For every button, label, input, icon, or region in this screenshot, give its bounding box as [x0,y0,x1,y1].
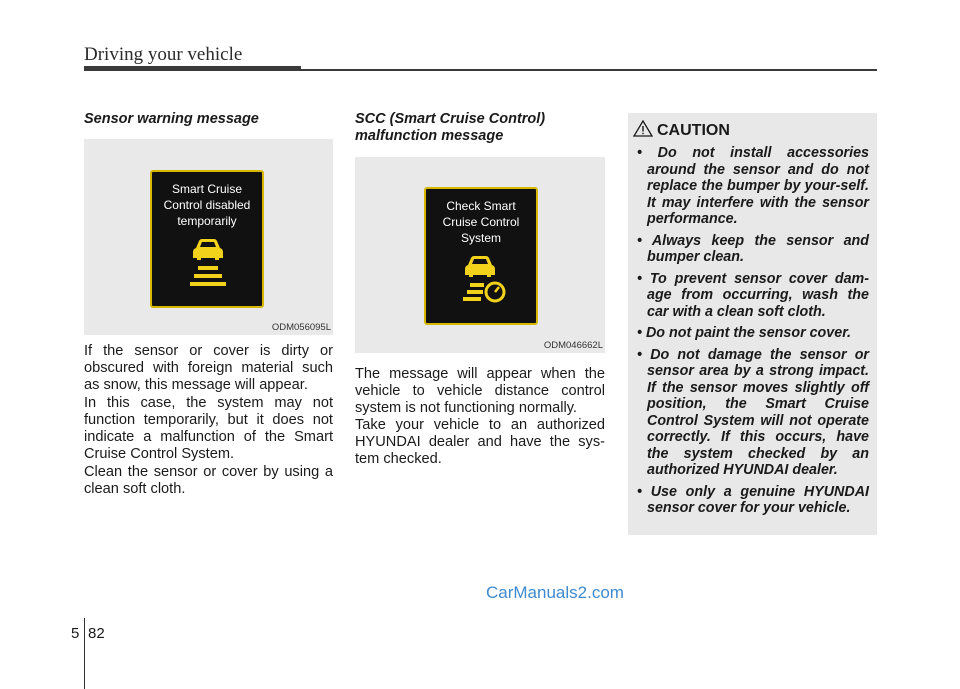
scc-malfunction-title-line2: malfunction message [355,128,504,144]
caution-item: • Do not damage the sensor or sensor area by a strong impact. If the sensor moves slightly off position, the Smart Cruise Control System will not operate correctly. If this occurs, have the system checked by an authorized HYUNDAI dealer. [637,346,869,478]
watermark-link[interactable]: CarManuals2.com [486,583,624,602]
cluster-display-message: Smart Cruise Control disabled temporarily [163,182,251,228]
footer-separator [84,618,85,689]
figure-code: ODM046662L [543,340,603,351]
scc-malfunction-title-line1: SCC (Smart Cruise Control) [355,111,546,127]
page-number: 82 [88,625,105,642]
paragraph: Clean the sensor or cover by using a clean soft cloth. [84,464,333,497]
warning-triangle-icon [633,120,653,137]
caution-item: • Use only a genuine HYUNDAI sensor cover for your vehicle. [637,483,869,516]
cluster-display [424,187,538,325]
car-distance-icon [185,238,231,290]
paragraph: If the sensor or cover is dirty or obscured with foreign material such as snow, this message will appear. [84,343,333,393]
page-header-title: Driving your vehicle [84,44,243,65]
cluster-display-message: Check Smart Cruise Control System [442,199,520,245]
caution-item: • Always keep the sensor and bumper clean. [637,232,869,265]
caution-item: • Do not install accessories around the sensor and do not replace the bumper by your-self. It may interfere with the sensor performance. [637,145,869,227]
header-rule-thick [84,66,301,71]
caution-title: CAUTION [657,122,730,139]
paragraph: Take your vehicle to an authorized HYUNDAI dealer and have the sys-tem checked. [355,417,605,467]
chapter-number: 5 [71,625,80,642]
scc-warning-icon [458,255,508,305]
paragraph: In this case, the system may not function temporarily, but it does not indicate a malfunction of the Smart Cruise Control System. [84,395,333,462]
sensor-warning-title: Sensor warning message [84,111,259,127]
paragraph: The message will appear when the vehicle to vehicle distance control system is not functioning normally. [355,366,605,416]
scc-malfunction-figure [355,157,605,353]
header-rule-thin [301,69,877,71]
caution-item: • To prevent sensor cover dam-age from occurring, wash the car with a clean soft cloth. [637,270,869,320]
sensor-warning-figure [84,139,333,335]
caution-list [637,145,869,522]
caution-item: • Do not paint the sensor cover. [637,325,851,341]
figure-code: ODM056095L [271,322,331,333]
cluster-display [150,170,264,308]
caution-heading [633,120,730,140]
